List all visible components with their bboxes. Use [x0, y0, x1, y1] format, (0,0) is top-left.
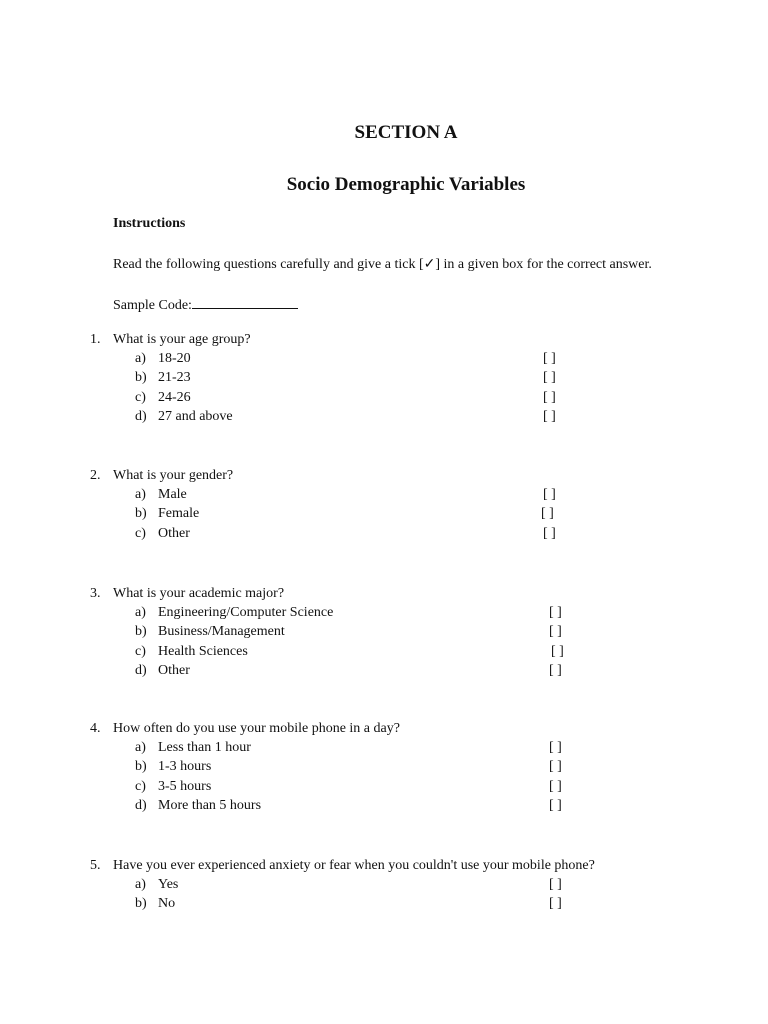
option-checkbox[interactable]: [ ] [549, 662, 562, 678]
option-row [90, 738, 730, 757]
option-text: 27 and above [158, 408, 233, 424]
option-checkbox[interactable]: [ ] [549, 624, 562, 640]
option-checkbox[interactable]: [ ] [549, 896, 562, 912]
option-row [90, 485, 730, 504]
option-row [90, 875, 730, 894]
option-letter: c) [135, 389, 146, 405]
option-checkbox[interactable]: [ ] [541, 506, 554, 522]
option-letter: b) [135, 896, 147, 912]
option-text: 3-5 hours [158, 778, 212, 794]
question-text: What is your academic major? [113, 586, 285, 601]
option-letter: c) [135, 525, 146, 541]
option-row [90, 388, 730, 407]
option-text: Other [158, 662, 190, 678]
question-text-row [90, 584, 730, 603]
option-text: Male [158, 487, 187, 502]
option-row [90, 796, 730, 815]
option-text: 24-26 [158, 389, 191, 405]
question-text: Have you ever experienced anxiety or fear when you couldn't use your mobile phone? [113, 858, 595, 873]
question-text: How often do you use your mobile phone in a day? [113, 721, 400, 736]
question-age-group [90, 330, 730, 426]
option-text: 21-23 [158, 370, 191, 386]
section-title: SECTION A [354, 122, 458, 143]
option-checkbox[interactable]: [ ] [549, 605, 562, 620]
sample-code-label: Sample Code: [113, 298, 192, 313]
option-checkbox[interactable]: [ ] [549, 759, 562, 775]
option-checkbox[interactable]: [ ] [543, 408, 556, 424]
question-gender [90, 466, 730, 543]
option-letter: b) [135, 624, 147, 640]
question-text-row [90, 466, 730, 485]
section-subtitle: Socio Demographic Variables [286, 174, 526, 195]
option-letter: d) [135, 797, 147, 813]
option-text: Female [158, 506, 200, 522]
option-letter: a) [135, 351, 146, 366]
option-checkbox[interactable]: [ ] [543, 487, 556, 502]
option-text: 18-20 [158, 351, 191, 366]
option-row [90, 642, 730, 661]
question-academic-major [90, 584, 730, 680]
option-checkbox[interactable]: [ ] [543, 370, 556, 386]
question-phone-anxiety [90, 856, 730, 914]
question-number: 1. [90, 332, 101, 347]
sample-code-field [113, 294, 298, 314]
question-number: 3. [90, 586, 101, 601]
option-text: No [158, 896, 176, 912]
option-checkbox[interactable]: [ ] [549, 797, 562, 813]
option-row [90, 622, 730, 641]
option-letter: b) [135, 506, 147, 522]
option-letter: a) [135, 605, 146, 620]
option-row [90, 777, 730, 796]
option-letter: c) [135, 778, 146, 794]
option-row [90, 894, 730, 913]
option-letter: a) [135, 487, 146, 502]
option-letter: a) [135, 740, 146, 755]
option-text: Other [158, 525, 190, 541]
option-text: Engineering/Computer Science [158, 605, 334, 620]
option-letter: c) [135, 643, 146, 659]
question-number: 5. [90, 858, 101, 873]
option-checkbox[interactable]: [ ] [549, 877, 562, 892]
option-row [90, 407, 730, 426]
option-text: Business/Management [158, 624, 285, 640]
option-letter: b) [135, 370, 147, 386]
option-row [90, 524, 730, 543]
option-row [90, 603, 730, 622]
option-checkbox[interactable]: [ ] [549, 740, 562, 755]
question-text-row [90, 719, 730, 738]
option-row [90, 757, 730, 776]
option-checkbox[interactable]: [ ] [543, 389, 556, 405]
option-checkbox[interactable]: [ ] [549, 778, 562, 794]
option-text: 1-3 hours [158, 759, 212, 775]
option-checkbox[interactable]: [ ] [551, 643, 564, 659]
option-checkbox[interactable]: [ ] [543, 525, 556, 541]
option-letter: d) [135, 408, 147, 424]
question-text-row [90, 856, 730, 875]
option-text: Yes [158, 877, 179, 892]
option-row [90, 349, 730, 368]
option-letter: d) [135, 662, 147, 678]
question-text: What is your gender? [113, 468, 234, 483]
option-row [90, 661, 730, 680]
option-row [90, 504, 730, 523]
option-checkbox[interactable]: [ ] [543, 351, 556, 366]
option-text: More than 5 hours [158, 797, 262, 813]
question-text: What is your age group? [113, 332, 251, 347]
sample-code-blank[interactable] [192, 294, 298, 309]
option-text: Health Sciences [158, 643, 248, 659]
option-letter: a) [135, 877, 146, 892]
option-text: Less than 1 hour [158, 740, 251, 755]
instructions-heading: Instructions [113, 216, 186, 231]
instructions-text: Read the following questions carefully and give a tick [✓] in a given box for the correct answer. [113, 257, 652, 272]
question-text-row [90, 330, 730, 349]
question-phone-usage [90, 719, 730, 815]
question-number: 4. [90, 721, 101, 736]
option-row [90, 368, 730, 387]
option-letter: b) [135, 759, 147, 775]
question-number: 2. [90, 468, 101, 483]
